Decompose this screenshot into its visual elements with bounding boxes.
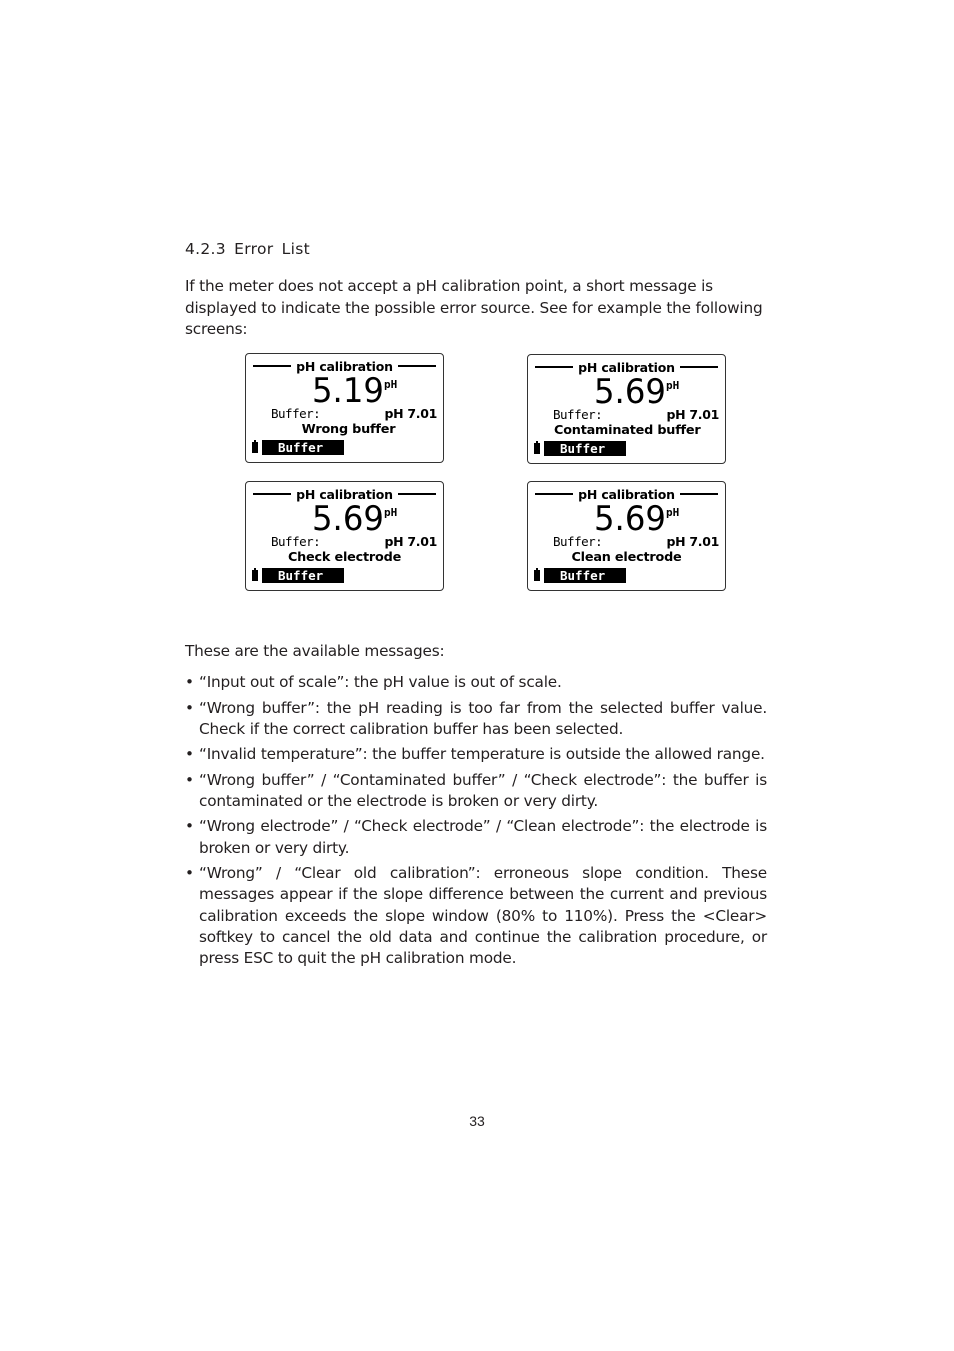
screen-title: pH calibration: [253, 358, 436, 374]
buffer-label: Buffer:: [271, 406, 321, 421]
buffer-value: pH 7.01: [384, 534, 437, 549]
buffer-value: pH 7.01: [384, 406, 437, 421]
battery-icon: [252, 442, 258, 453]
screen-reading: 5.69: [594, 499, 666, 539]
buffer-softkey: Buffer: [544, 441, 626, 456]
list-item: • “Wrong buffer”: the pH reading is too far from the selected buffer value. Check if the correct calibration buffer has been selected.: [185, 698, 767, 740]
lcd-screen-wrong-buffer: [245, 353, 444, 463]
list-item: • “Wrong” / “Clear old calibration”: erroneous slope condition. These messages appear if the slope difference between the current and previous calibration exceeds the slope window (80% to 110%). Press the <Clear> softkey to cancel the old data and continue the calibration procedure, or press ESC to quit the pH calibration mode.: [185, 863, 767, 969]
error-message: Wrong buffer: [301, 422, 396, 437]
list-item: • “Invalid temperature”: the buffer temperature is outside the allowed range.: [185, 744, 767, 765]
list-item: • “Wrong electrode” / “Check electrode” / “Clean electrode”: the electrode is broken or very dirty.: [185, 816, 767, 858]
battery-icon: [534, 570, 540, 581]
screen-unit: pH: [666, 506, 680, 519]
list-item: • “Input out of scale”: the pH value is out of scale.: [185, 672, 767, 693]
screen-unit: pH: [384, 506, 398, 519]
buffer-value: pH 7.01: [666, 407, 719, 422]
screen-unit: pH: [384, 378, 398, 391]
buffer-label: Buffer:: [553, 407, 603, 422]
list-item: • “Wrong buffer” / “Contaminated buffer” / “Check electrode”: the buffer is contaminated or the electrode is broken or very dirty.: [185, 770, 767, 812]
intro-paragraph: If the meter does not accept a pH calibration point, a short message is displayed to indicate the possible error source. See for example the following screens:: [185, 277, 763, 338]
buffer-softkey: Buffer: [262, 440, 344, 455]
screen-reading: 5.69: [594, 372, 666, 412]
buffer-softkey: Buffer: [262, 568, 344, 583]
screen-title: pH calibration: [535, 359, 718, 375]
messages-lead: These are the available messages:: [185, 642, 445, 660]
error-message: Clean electrode: [571, 550, 682, 565]
error-message: Check electrode: [287, 550, 402, 565]
screen-unit: pH: [666, 379, 680, 392]
battery-icon: [534, 443, 540, 454]
screen-title: pH calibration: [253, 486, 436, 502]
screen-reading: 5.19: [312, 371, 384, 411]
lcd-screen-check-electrode: [245, 481, 444, 591]
buffer-value: pH 7.01: [666, 534, 719, 549]
screen-reading: 5.69: [312, 499, 384, 539]
message-list: [185, 672, 767, 973]
screen-title: pH calibration: [535, 486, 718, 502]
lcd-screen-contaminated-buffer: [527, 354, 726, 464]
page-number: 33: [469, 1113, 485, 1129]
error-message: Contaminated buffer: [554, 423, 701, 438]
battery-icon: [252, 570, 258, 581]
buffer-label: Buffer:: [553, 534, 603, 549]
section-heading: 4.2.3 Error List: [185, 240, 310, 258]
buffer-softkey: Buffer: [544, 568, 626, 583]
lcd-screen-clean-electrode: [527, 481, 726, 591]
buffer-label: Buffer:: [271, 534, 321, 549]
